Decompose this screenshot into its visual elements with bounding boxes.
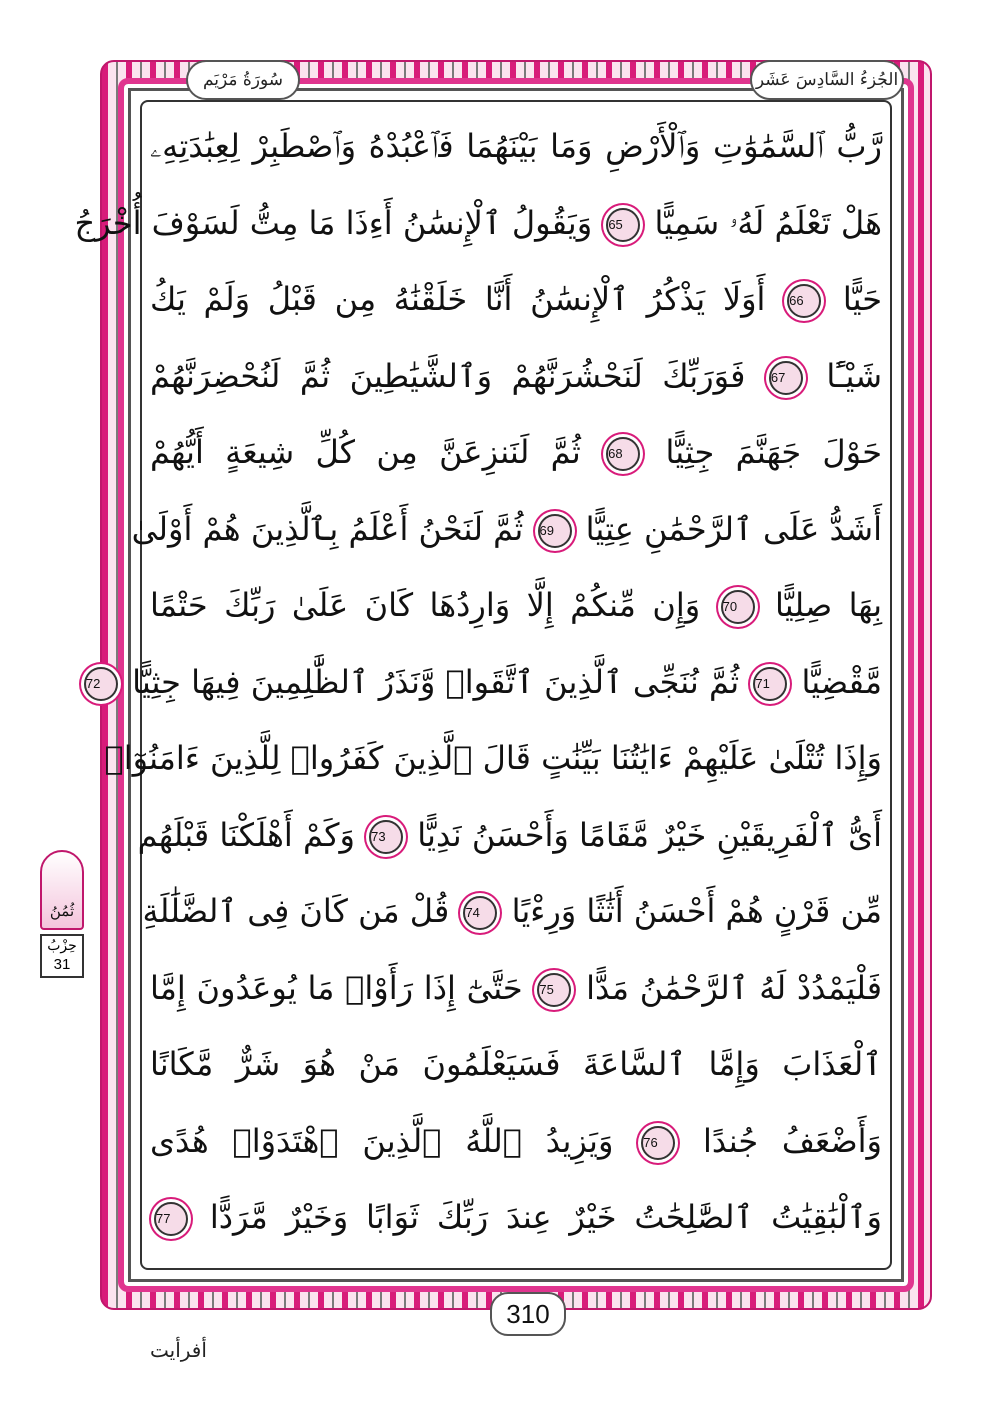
ayah-number-marker: 70 bbox=[721, 590, 755, 624]
ayah-number-marker: 67 bbox=[769, 361, 803, 395]
verse-text-segment: وَيَقُولُ ٱلْإِنسَٰنُ أَءِذَا مَا مِتُّ لَسَوْفَ أُخْرَجُ bbox=[74, 203, 603, 242]
verse-text-segment: أَىُّ ٱلْفَرِيقَيْنِ خَيْرٌ مَّقَامًا وَأَحْسَنُ نَدِيًّا bbox=[407, 815, 882, 854]
page-number: 310 bbox=[490, 1292, 566, 1336]
verse-text-segment: هَلْ تَعْلَمُ لَهُۥ سَمِيًّا bbox=[644, 203, 882, 242]
verse-line bbox=[150, 261, 882, 338]
verse-text-segment: وَيَزِيدُ ٱللَّهُ ٱلَّذِينَ ٱهْتَدَوْا۟ هُدًى bbox=[150, 1121, 638, 1160]
verse-text-segment: قُلْ مَن كَانَ فِى ٱلضَّلَٰلَةِ bbox=[142, 892, 460, 930]
verse-line bbox=[131, 491, 882, 568]
catchword: أفرأيت bbox=[150, 1338, 207, 1362]
verse-text-segment: مِّن قَرْنٍ هُمْ أَحْسَنُ أَثَٰثًا وَرِءْيًا bbox=[501, 892, 882, 930]
verse-text-segment: ثُمَّ لَنَحْنُ أَعْلَمُ بِٱلَّذِينَ هُمْ أَوْلَىٰ bbox=[131, 509, 534, 548]
ayah-number-marker: 65 bbox=[606, 208, 640, 242]
verse-text-segment: ثُمَّ نُنَجِّى ٱلَّذِينَ ٱتَّقَوا۟ وَّنَذَرُ ٱلظَّٰلِمِينَ فِيهَا جِثِيًّا bbox=[121, 662, 750, 701]
ayah-number-marker: 66 bbox=[787, 284, 821, 318]
verse-line bbox=[150, 1026, 882, 1103]
verse-line bbox=[74, 185, 882, 262]
verse-text-segment: وَأَضْعَفُ جُندًا bbox=[679, 1121, 883, 1160]
ayah-number-marker: 77 bbox=[154, 1202, 188, 1236]
verse-line bbox=[137, 797, 882, 874]
ayah-number-marker: 74 bbox=[463, 896, 497, 930]
verse-text-segment: وَكَمْ أَهْلَكْنَا قَبْلَهُم bbox=[137, 815, 366, 854]
verse-text-segment: أَشَدُّ عَلَى ٱلرَّحْمَٰنِ عِتِيًّا bbox=[575, 509, 882, 548]
verse-text-segment: مَّقْضِيًّا bbox=[791, 662, 882, 701]
ayah-number-marker: 71 bbox=[753, 667, 787, 701]
hizb-number: 31 bbox=[53, 956, 71, 973]
ayah-number-marker: 76 bbox=[641, 1126, 675, 1160]
verse-text-segment: حَوْلَ جَهَنَّمَ جِثِيًّا bbox=[644, 433, 882, 471]
thumn-label: ثُمُنُ bbox=[49, 902, 75, 920]
hizb-label: حِزْبُ bbox=[47, 938, 77, 954]
verse-text-segment: أَوَلَا يَذْكُرُ ٱلْإِنسَٰنُ أَنَّا خَلَقْنَٰهُ مِن قَبْلُ وَلَمْ يَكُ bbox=[150, 280, 784, 318]
verse-line bbox=[150, 414, 882, 491]
verse-text-segment: بِهَا صِلِيًّا bbox=[758, 586, 882, 624]
verse-line bbox=[85, 644, 882, 721]
verse-line bbox=[150, 1179, 882, 1256]
verse-line bbox=[150, 338, 882, 415]
ayah-number-marker: 73 bbox=[369, 820, 403, 854]
ayah-number-marker: 69 bbox=[538, 514, 572, 548]
verse-text-segment: وَٱلْبَٰقِيَٰتُ ٱلصَّٰلِحَٰتُ خَيْرٌ عِندَ رَبِّكَ ثَوَابًا وَخَيْرٌ مَّرَدًّا bbox=[192, 1198, 882, 1236]
verse-line bbox=[150, 108, 882, 185]
verse-line bbox=[150, 1103, 882, 1180]
ayah-number-marker: 75 bbox=[537, 973, 571, 1007]
verse-text-segment: شَيْـًٔا bbox=[806, 356, 883, 395]
verse-line bbox=[104, 720, 882, 797]
ayah-number-marker: 68 bbox=[606, 437, 640, 471]
verse-text-segment: فَوَرَبِّكَ لَنَحْشُرَنَّهُمْ وَٱلشَّيَٰطِينَ ثُمَّ لَنُحْضِرَنَّهُمْ bbox=[150, 356, 765, 395]
verse-text-segment: رَّبُّ ٱلسَّمَٰوَٰتِ وَٱلْأَرْضِ وَمَا بَيْنَهُمَا فَٱعْبُدْهُ وَٱصْطَبِرْ لِعِبَٰدَتِهِۦ bbox=[150, 127, 882, 165]
verse-text-segment: فَلْيَمْدُدْ لَهُ ٱلرَّحْمَٰنُ مَدًّا bbox=[575, 968, 883, 1007]
juz-title: الجُزءُ السَّادِسَ عَشَر bbox=[750, 60, 904, 100]
verse-line bbox=[142, 873, 882, 950]
verse-text-segment: وَإِن مِّنكُمْ إِلَّا وَارِدُهَا كَانَ عَلَىٰ رَبِّكَ حَتْمًا bbox=[150, 586, 717, 624]
verse-text-segment: وَإِذَا تُتْلَىٰ عَلَيْهِمْ ءَايَٰتُنَا بَيِّنَٰتٍ قَالَ ٱلَّذِينَ كَفَرُوا۟ لِلَّذِينَ ءَامَنُوٓا۟ bbox=[104, 739, 882, 777]
verse-line bbox=[150, 567, 882, 644]
ayah-number-marker: 72 bbox=[84, 667, 118, 701]
verse-line bbox=[150, 950, 882, 1027]
hizb-box bbox=[40, 934, 84, 978]
verse-text-segment: ثُمَّ لَنَنزِعَنَّ مِن كُلِّ شِيعَةٍ أَيُّهُمْ bbox=[150, 433, 603, 471]
hizb-marker bbox=[34, 850, 90, 990]
verse-text-segment: ٱلْعَذَابَ وَإِمَّا ٱلسَّاعَةَ فَسَيَعْلَمُونَ مَنْ هُوَ شَرٌّ مَّكَانًا bbox=[150, 1045, 882, 1083]
verse-text-segment: حَتَّىٰٓ إِذَا رَأَوْا۟ مَا يُوعَدُونَ إِمَّا bbox=[150, 968, 534, 1007]
surah-title: سُورَةُ مَرْيَم bbox=[186, 60, 300, 100]
verse-text bbox=[74, 108, 883, 1256]
verse-text-segment: حَيًّا bbox=[825, 280, 883, 318]
